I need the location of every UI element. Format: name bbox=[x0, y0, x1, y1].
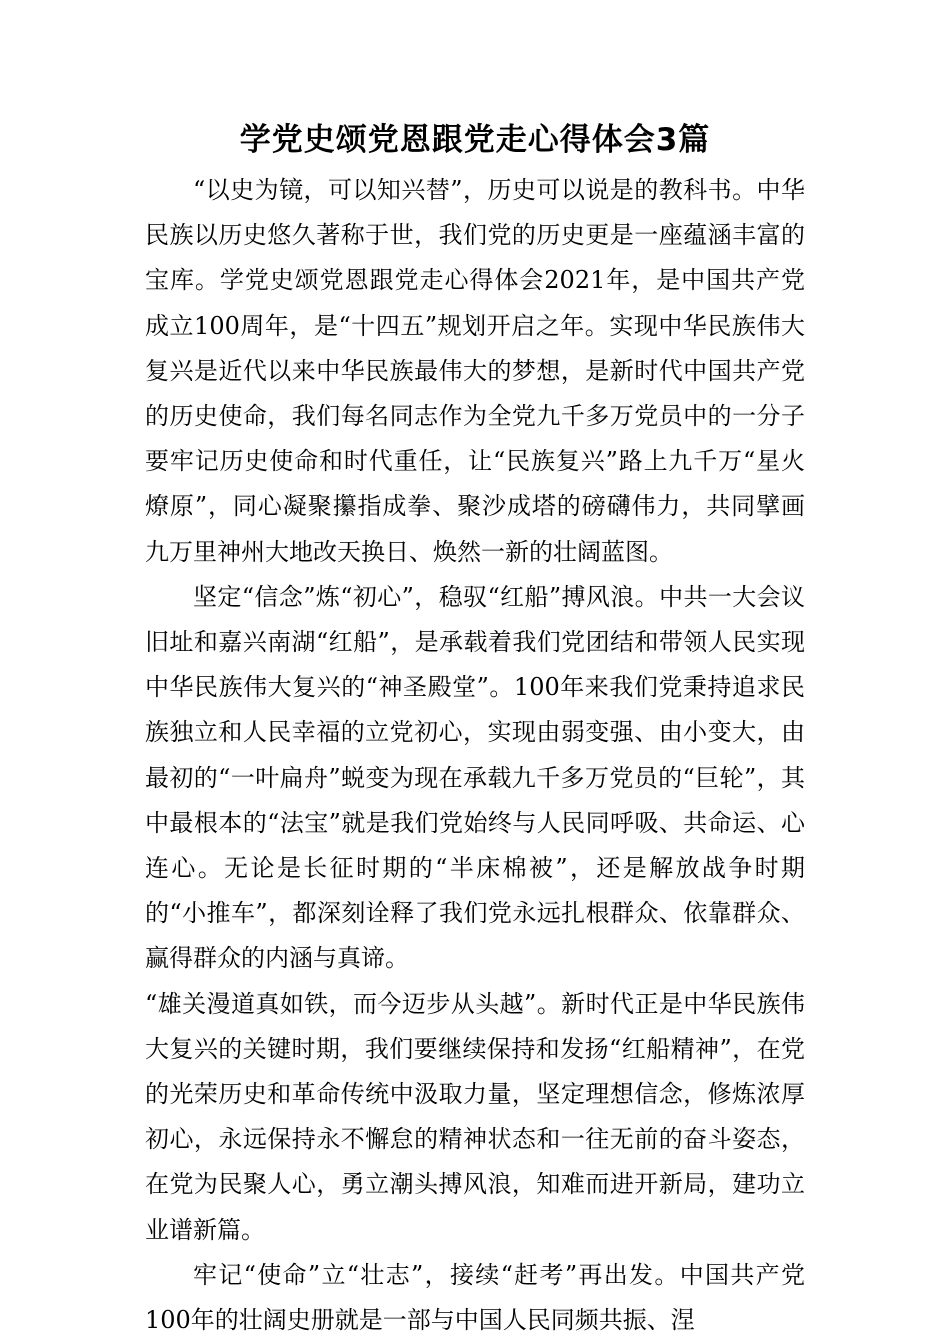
paragraph-3: “雄关漫道真如铁，而今迈步从头越”。新时代正是中华民族伟大复兴的关键时期，我们要继续保持和发扬“红船精神”，在党的光荣历史和革命传统中汲取力量，坚定理想信念，修炼浓厚初心，永远保持永不懈怠的精神状态和一往无前的奋斗姿态，在党为民聚人心，勇立潮头搏风浪，知难而进开新局，建功立业谱新篇。 bbox=[145, 989, 805, 1244]
paragraph-4: 牢记“使命”立“壮志”，接续“赶考”再出发。中国共产党100年的壮阔史册就是一部与中国人民同频共振、涅 bbox=[145, 1260, 805, 1335]
document-body bbox=[145, 168, 805, 1343]
paragraph-1: “以史为镜，可以知兴替”，历史可以说是的教科书。中华民族以历史悠久著称于世，我们党的历史更是一座蕴涵丰富的宝库。学党史颂党恩跟党走心得体会2021年，是中国共产党成立100周年，是“十四五”规划开启之年。实现中华民族伟大复兴是近代以来中华民族最伟大的梦想，是新时代中国共产党的历史使命，我们每名同志作为全党九千多万党员中的一分子要牢记历史使命和时代重任，让“民族复兴”路上九千万“星火燎原”，同心凝聚攥指成拳、聚沙成塔的磅礴伟力，共同擘画九万里神州大地改天换日、焕然一新的壮阔蓝图。 bbox=[145, 176, 805, 566]
paragraph-2: 坚定“信念”炼“初心”，稳驭“红船”搏风浪。中共一大会议旧址和嘉兴南湖“红船”，是承载着我们党团结和带领人民实现中华民族伟大复兴的“神圣殿堂”。100年来我们党秉持追求民族独立和人民幸福的立党初心，实现由弱变强、由小变大，由最初的“一叶扁舟”蜕变为现在承载九千多万党员的“巨轮”，其中最根本的“法宝”就是我们党始终与人民同呼吸、共命运、心连心。无论是长征时期的“半床棉被”，还是解放战争时期的“小推车”，都深刻诠释了我们党永远扎根群众、依靠群众、赢得群众的内涵与真谛。 bbox=[145, 582, 805, 973]
document-title: 学党史颂党恩跟党走心得体会3篇 bbox=[239, 122, 711, 158]
